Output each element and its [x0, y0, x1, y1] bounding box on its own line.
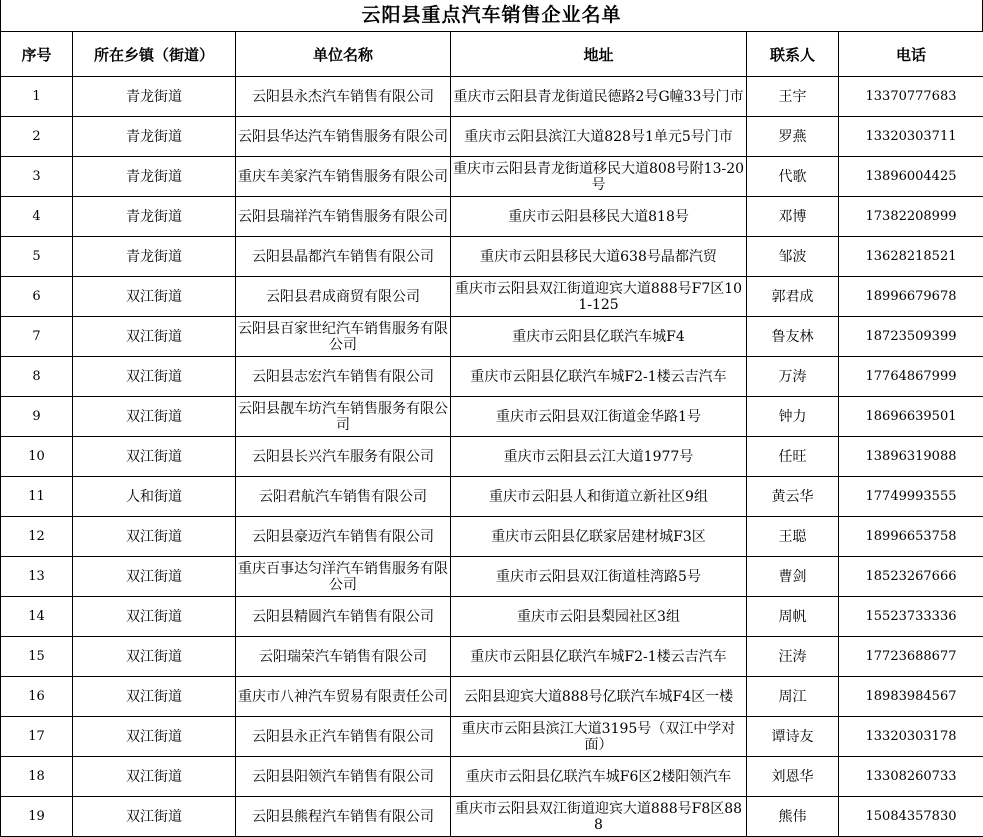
cell-phone: 17764867999 — [839, 357, 983, 397]
table-row — [1, 77, 983, 117]
table-row — [1, 237, 983, 277]
cell-contact: 郭君成 — [747, 277, 839, 317]
table-row — [1, 437, 983, 477]
cell-no: 4 — [1, 197, 73, 237]
table-row — [1, 397, 983, 437]
cell-town: 双江街道 — [73, 437, 236, 477]
cell-company: 云阳瑞荣汽车销售有限公司 — [236, 637, 451, 677]
cell-town: 双江街道 — [73, 277, 236, 317]
header-address: 地址 — [451, 32, 747, 77]
page-title: 云阳县重点汽车销售企业名单 — [0, 0, 983, 31]
cell-phone: 13896319088 — [839, 437, 983, 477]
header-town: 所在乡镇（街道） — [73, 32, 236, 77]
cell-no: 5 — [1, 237, 73, 277]
cell-phone: 13320303711 — [839, 117, 983, 157]
table-row — [1, 797, 983, 837]
cell-company: 云阳县熊程汽车销售有限公司 — [236, 797, 451, 837]
cell-no: 15 — [1, 637, 73, 677]
cell-phone: 18996653758 — [839, 517, 983, 557]
cell-company: 云阳县阳领汽车销售有限公司 — [236, 757, 451, 797]
cell-phone: 18523267666 — [839, 557, 983, 597]
cell-phone: 13308260733 — [839, 757, 983, 797]
cell-company: 云阳县晶都汽车销售有限公司 — [236, 237, 451, 277]
cell-no: 3 — [1, 157, 73, 197]
cell-company: 云阳县永杰汽车销售有限公司 — [236, 77, 451, 117]
cell-town: 双江街道 — [73, 717, 236, 757]
cell-address: 重庆市云阳县双江街道桂湾路5号 — [451, 557, 747, 597]
cell-company: 重庆市八神汽车贸易有限责任公司 — [236, 677, 451, 717]
table-row — [1, 317, 983, 357]
cell-town: 双江街道 — [73, 797, 236, 837]
cell-town: 双江街道 — [73, 317, 236, 357]
cell-company: 云阳县永正汽车销售有限公司 — [236, 717, 451, 757]
cell-company: 云阳县精圆汽车销售有限公司 — [236, 597, 451, 637]
cell-address: 重庆市云阳县青龙街道民德路2号G幢33号门市 — [451, 77, 747, 117]
cell-company: 云阳县志宏汽车销售有限公司 — [236, 357, 451, 397]
cell-contact: 周江 — [747, 677, 839, 717]
cell-contact: 万涛 — [747, 357, 839, 397]
cell-no: 19 — [1, 797, 73, 837]
cell-contact: 黄云华 — [747, 477, 839, 517]
cell-no: 8 — [1, 357, 73, 397]
cell-company: 重庆车美家汽车销售服务有限公司 — [236, 157, 451, 197]
cell-no: 16 — [1, 677, 73, 717]
table-row — [1, 117, 983, 157]
company-table — [0, 31, 983, 837]
table-row — [1, 277, 983, 317]
cell-address: 重庆市云阳县亿联汽车城F2-1楼云吉汽车 — [451, 637, 747, 677]
cell-address: 重庆市云阳县人和街道立新社区9组 — [451, 477, 747, 517]
cell-address: 重庆市云阳县滨江大道828号1单元5号门市 — [451, 117, 747, 157]
table-row — [1, 557, 983, 597]
cell-contact: 汪涛 — [747, 637, 839, 677]
cell-phone: 13896004425 — [839, 157, 983, 197]
cell-town: 双江街道 — [73, 597, 236, 637]
cell-contact: 邓博 — [747, 197, 839, 237]
cell-no: 11 — [1, 477, 73, 517]
cell-phone: 18996679678 — [839, 277, 983, 317]
cell-phone: 13370777683 — [839, 77, 983, 117]
header-company: 单位名称 — [236, 32, 451, 77]
cell-phone: 17723688677 — [839, 637, 983, 677]
cell-phone: 18723509399 — [839, 317, 983, 357]
cell-address: 重庆市云阳县亿联汽车城F2-1楼云吉汽车 — [451, 357, 747, 397]
cell-no: 17 — [1, 717, 73, 757]
cell-town: 双江街道 — [73, 637, 236, 677]
cell-town: 双江街道 — [73, 557, 236, 597]
cell-address: 重庆市云阳县梨园社区3组 — [451, 597, 747, 637]
table-row — [1, 357, 983, 397]
cell-town: 双江街道 — [73, 357, 236, 397]
table-row — [1, 517, 983, 557]
cell-company: 云阳县君成商贸有限公司 — [236, 277, 451, 317]
table-row — [1, 717, 983, 757]
cell-company: 重庆百事达匀洋汽车销售服务有限公司 — [236, 557, 451, 597]
cell-company: 云阳县长兴汽车服务有限公司 — [236, 437, 451, 477]
cell-address: 重庆市云阳县双江街道迎宾大道888号F7区101-125 — [451, 277, 747, 317]
cell-company: 云阳县瑞祥汽车销售服务有限公司 — [236, 197, 451, 237]
cell-town: 青龙街道 — [73, 117, 236, 157]
table-row — [1, 757, 983, 797]
cell-address: 重庆市云阳县亿联家居建材城F3区 — [451, 517, 747, 557]
cell-company: 云阳县靓车坊汽车销售服务有限公司 — [236, 397, 451, 437]
cell-contact: 钟力 — [747, 397, 839, 437]
cell-address: 重庆市云阳县云江大道1977号 — [451, 437, 747, 477]
header-contact: 联系人 — [747, 32, 839, 77]
cell-phone: 17382208999 — [839, 197, 983, 237]
cell-no: 2 — [1, 117, 73, 157]
cell-contact: 刘恩华 — [747, 757, 839, 797]
cell-no: 1 — [1, 77, 73, 117]
header-row — [1, 32, 983, 77]
table-row — [1, 477, 983, 517]
cell-contact: 鲁友林 — [747, 317, 839, 357]
cell-town: 双江街道 — [73, 517, 236, 557]
cell-town: 青龙街道 — [73, 157, 236, 197]
table-row — [1, 637, 983, 677]
cell-phone: 13628218521 — [839, 237, 983, 277]
cell-address: 重庆市云阳县滨江大道3195号（双江中学对面） — [451, 717, 747, 757]
cell-phone: 17749993555 — [839, 477, 983, 517]
cell-address: 重庆市云阳县亿联汽车城F4 — [451, 317, 747, 357]
cell-contact: 周帆 — [747, 597, 839, 637]
cell-address: 重庆市云阳县移民大道638号晶都汽贸 — [451, 237, 747, 277]
cell-no: 12 — [1, 517, 73, 557]
cell-address: 重庆市云阳县青龙街道移民大道808号附13-20号 — [451, 157, 747, 197]
cell-town: 青龙街道 — [73, 237, 236, 277]
cell-address: 重庆市云阳县双江街道迎宾大道888号F8区888 — [451, 797, 747, 837]
cell-address: 重庆市云阳县亿联汽车城F6区2楼阳领汽车 — [451, 757, 747, 797]
cell-phone: 18696639501 — [839, 397, 983, 437]
cell-contact: 熊伟 — [747, 797, 839, 837]
cell-no: 10 — [1, 437, 73, 477]
cell-phone: 15523733336 — [839, 597, 983, 637]
cell-phone: 13320303178 — [839, 717, 983, 757]
header-no: 序号 — [1, 32, 73, 77]
cell-company: 云阳县百家世纪汽车销售服务有限公司 — [236, 317, 451, 357]
cell-address: 重庆市云阳县移民大道818号 — [451, 197, 747, 237]
cell-town: 双江街道 — [73, 397, 236, 437]
table-row — [1, 677, 983, 717]
cell-address: 云阳县迎宾大道888号亿联汽车城F4区一楼 — [451, 677, 747, 717]
cell-contact: 邹波 — [747, 237, 839, 277]
table-row — [1, 597, 983, 637]
cell-contact: 王聪 — [747, 517, 839, 557]
cell-contact: 曹剑 — [747, 557, 839, 597]
cell-company: 云阳县华达汽车销售服务有限公司 — [236, 117, 451, 157]
cell-town: 双江街道 — [73, 757, 236, 797]
cell-town: 青龙街道 — [73, 77, 236, 117]
cell-address: 重庆市云阳县双江街道金华路1号 — [451, 397, 747, 437]
cell-contact: 谭诗友 — [747, 717, 839, 757]
cell-contact: 代歌 — [747, 157, 839, 197]
cell-no: 13 — [1, 557, 73, 597]
cell-no: 6 — [1, 277, 73, 317]
cell-town: 双江街道 — [73, 677, 236, 717]
cell-contact: 王宇 — [747, 77, 839, 117]
header-phone: 电话 — [839, 32, 983, 77]
cell-company: 云阳君航汽车销售有限公司 — [236, 477, 451, 517]
cell-company: 云阳县豪迈汽车销售有限公司 — [236, 517, 451, 557]
cell-phone: 18983984567 — [839, 677, 983, 717]
cell-town: 青龙街道 — [73, 197, 236, 237]
cell-no: 9 — [1, 397, 73, 437]
cell-no: 7 — [1, 317, 73, 357]
table-row — [1, 197, 983, 237]
cell-contact: 任旺 — [747, 437, 839, 477]
cell-no: 14 — [1, 597, 73, 637]
cell-contact: 罗燕 — [747, 117, 839, 157]
cell-town: 人和街道 — [73, 477, 236, 517]
cell-phone: 15084357830 — [839, 797, 983, 837]
table-row — [1, 157, 983, 197]
cell-no: 18 — [1, 757, 73, 797]
